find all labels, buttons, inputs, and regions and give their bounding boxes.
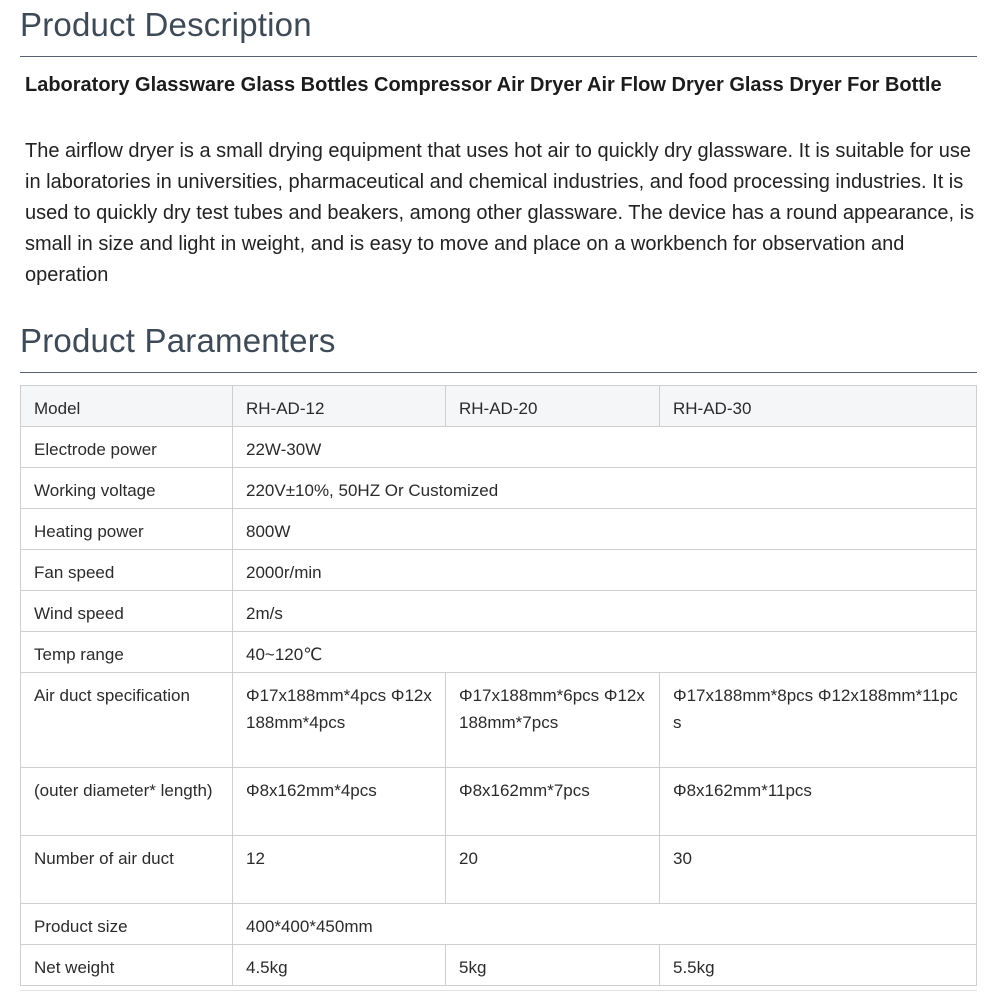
row-value: Φ8x162mm*7pcs bbox=[446, 768, 660, 836]
table-row bbox=[21, 509, 977, 550]
table-row bbox=[21, 836, 977, 904]
table-row bbox=[21, 386, 977, 427]
row-value: 4.5kg bbox=[233, 945, 446, 986]
row-label: Wind speed bbox=[21, 591, 233, 632]
row-label: Working voltage bbox=[21, 468, 233, 509]
table-row bbox=[21, 468, 977, 509]
row-value: Φ17x188mm*4pcs Φ12x188mm*4pcs bbox=[233, 673, 446, 768]
row-value: RH-AD-30 bbox=[660, 386, 977, 427]
product-heading: Laboratory Glassware Glass Bottles Compressor Air Dryer Air Flow Dryer Glass Dryer For Bottle bbox=[25, 74, 942, 96]
product-description-title: Product Description bbox=[20, 6, 312, 43]
row-value: 5kg bbox=[446, 945, 660, 986]
product-parameters-title: Product Paramenters bbox=[20, 322, 336, 359]
row-value: 800W bbox=[233, 509, 977, 550]
row-value: 400*400*450mm bbox=[233, 904, 977, 945]
row-value: 40~120℃ bbox=[233, 632, 977, 673]
row-label: Fan speed bbox=[21, 550, 233, 591]
row-value: Φ8x162mm*4pcs bbox=[233, 768, 446, 836]
row-label: (outer diameter* length) bbox=[21, 768, 233, 836]
row-value: 20 bbox=[446, 836, 660, 904]
row-value: RH-AD-20 bbox=[446, 386, 660, 427]
row-label: Product size bbox=[21, 904, 233, 945]
parameters-table bbox=[20, 385, 977, 986]
row-value: 12 bbox=[233, 836, 446, 904]
row-label: Heating power bbox=[21, 509, 233, 550]
table-row bbox=[21, 904, 977, 945]
row-value: 30 bbox=[660, 836, 977, 904]
row-value: 5.5kg bbox=[660, 945, 977, 986]
row-label: Air duct specification bbox=[21, 673, 233, 768]
table-row bbox=[21, 591, 977, 632]
product-description-text: The airflow dryer is a small drying equipment that uses hot air to quickly dry glassware. It is suitable for use in laboratories in universities, pharmaceutical and chemical industries, and food processing industries. It is used to quickly dry test tubes and beakers, among other glassware. The device has a round appearance, is small in size and light in weight, and is easy to move and place on a workbench for observation and operation bbox=[25, 140, 975, 286]
row-label: Model bbox=[21, 386, 233, 427]
row-value: 2000r/min bbox=[233, 550, 977, 591]
table-row bbox=[21, 632, 977, 673]
table-row bbox=[21, 673, 977, 768]
row-label: Electrode power bbox=[21, 427, 233, 468]
table-row bbox=[21, 427, 977, 468]
bottom-divider bbox=[20, 990, 977, 991]
row-value: RH-AD-12 bbox=[233, 386, 446, 427]
row-value: 22W-30W bbox=[233, 427, 977, 468]
section-divider bbox=[20, 372, 977, 373]
row-value: Φ17x188mm*8pcs Φ12x188mm*11pcs bbox=[660, 673, 977, 768]
table-row bbox=[21, 945, 977, 986]
table-row bbox=[21, 768, 977, 836]
section-divider bbox=[20, 56, 977, 57]
row-label: Temp range bbox=[21, 632, 233, 673]
table-row bbox=[21, 550, 977, 591]
row-value: Φ8x162mm*11pcs bbox=[660, 768, 977, 836]
row-value: 220V±10%, 50HZ Or Customized bbox=[233, 468, 977, 509]
row-label: Number of air duct bbox=[21, 836, 233, 904]
row-value: 2m/s bbox=[233, 591, 977, 632]
row-value: Φ17x188mm*6pcs Φ12x188mm*7pcs bbox=[446, 673, 660, 768]
row-label: Net weight bbox=[21, 945, 233, 986]
